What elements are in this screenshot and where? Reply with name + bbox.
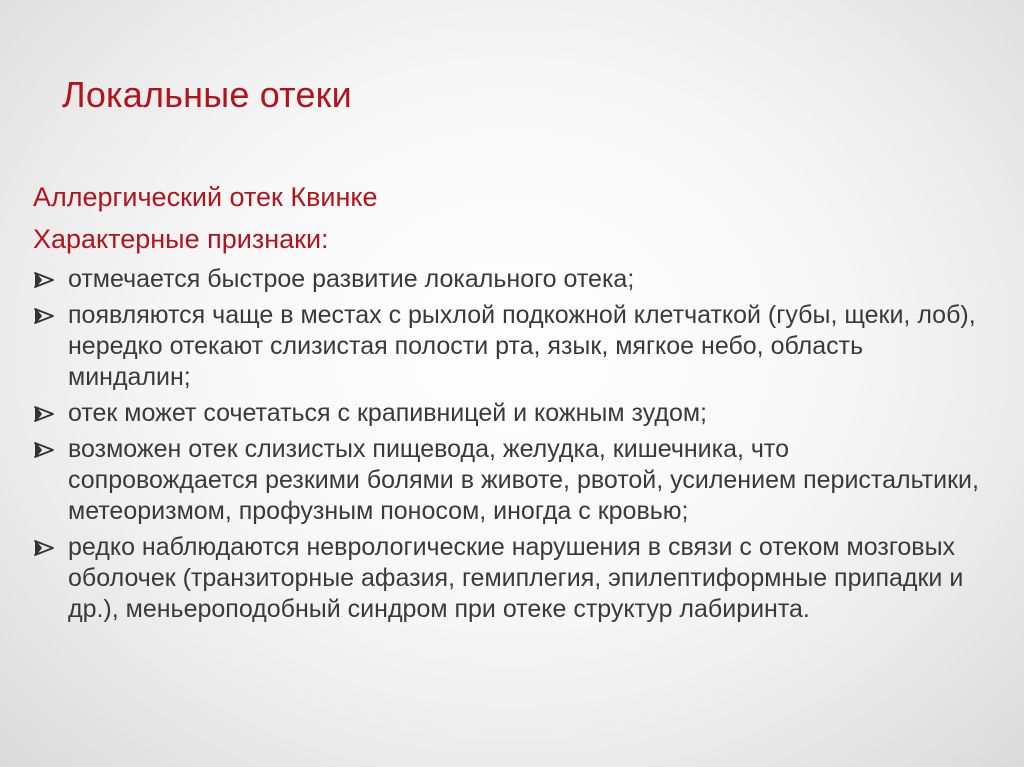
arrow-bullet-icon: [33, 537, 55, 559]
list-item: [33, 398, 983, 429]
list-item: [33, 264, 983, 295]
bullet-text: возможен отек слизистых пищевода, желудка, кишечника, что сопровождается резкими болями в животе, рвотой, усилением перистальтики, метеоризмом, профузным поносом, иногда с кровью;: [68, 435, 979, 525]
list-item: [33, 300, 983, 393]
bullet-list: [33, 264, 983, 630]
slide-title: Локальные отеки: [62, 74, 352, 115]
bullet-text: появляются чаще в местах с рыхлой подкожной клетчаткой (губы, щеки, лоб), нередко отекают слизистая полости рта, язык, мягкое небо, область миндалин;: [68, 301, 976, 391]
arrow-bullet-icon: [33, 439, 55, 461]
subheading-characteristic-signs: Характерные признаки:: [33, 224, 329, 254]
bullet-text: редко наблюдаются неврологические нарушения в связи с отеком мозговых оболочек (транзиторные афазия, гемиплегия, эпилептиформные припадки и др.), меньероподобный синдром при отеке структур лабиринта.: [68, 533, 964, 623]
arrow-bullet-icon: [33, 403, 55, 425]
subheading-quincke-edema: Аллергический отек Квинке: [33, 182, 378, 212]
arrow-bullet-icon: [33, 305, 55, 327]
list-item: [33, 532, 983, 625]
arrow-bullet-icon: [33, 269, 55, 291]
bullet-text: отмечается быстрое развитие локального отека;: [68, 265, 635, 293]
list-item: [33, 434, 983, 527]
bullet-text: отек может сочетаться с крапивницей и кожным зудом;: [68, 399, 707, 427]
